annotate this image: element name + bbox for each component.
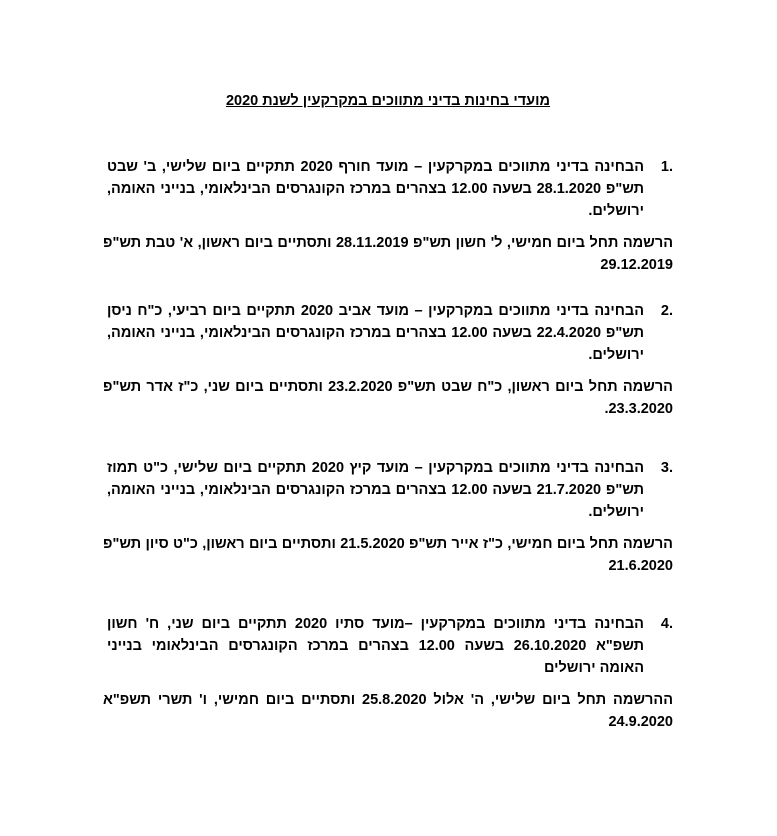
exam-section-1: [103, 156, 673, 276]
exam-description: הבחינה בדיני מתווכים במקרקעין – מועד קיץ 2020 תתקיים ביום שלישי, כ"ט תמוז תש"פ 21.7.2020 בשעה 12.00 בצהרים במרכז הקונגרסים הבינלאומי, בנייני האומה, ירושלים.: [107, 460, 644, 520]
registration-period: ההרשמה תחל ביום שלישי, ה' אלול 25.8.2020 ותסתיים ביום חמישי, ו' תשרי תשפ"א 24.9.2020: [103, 692, 673, 730]
registration-period: הרשמה תחל ביום חמישי, ל' חשון תש"פ 28.11.2019 ותסתיים ביום ראשון, א' טבת תש"פ 29.12.2019: [103, 235, 673, 273]
item-number: 4.: [660, 616, 673, 632]
exam-item: [103, 613, 673, 679]
registration-period: הרשמה תחל ביום ראשון, כ"ח שבט תש"פ 23.2.2020 ותסתיים ביום שני, כ"ז אדר תש"פ 23.3.2020.: [103, 379, 673, 417]
exam-item: [103, 156, 673, 222]
item-number: 2.: [660, 303, 673, 319]
exam-description: הבחינה בדיני מתווכים במקרקעין –מועד סתיו 2020 תתקיים ביום שני, ח' חשון תשפ"א 26.10.2020 בשעה 12.00 בצהרים במרכז הקונגרסים הבינלאומי בנייני האומה ירושלים: [107, 616, 644, 676]
exam-section-3: [103, 457, 673, 577]
registration-period: הרשמה תחל ביום חמישי, כ"ז אייר תש"פ 21.5.2020 ותסתיים ביום ראשון, כ"ט סיון תש"פ 21.6.2020: [103, 536, 673, 574]
item-number: 3.: [660, 460, 673, 476]
item-number: 1.: [660, 159, 673, 175]
document-title: מועדי בחינות בדיני מתווכים במקרקעין לשנת 2020: [225, 93, 551, 109]
exam-section-4: [103, 613, 673, 733]
exam-item: [103, 300, 673, 366]
exam-item: [103, 457, 673, 523]
exam-section-2: [103, 300, 673, 420]
document-body: [103, 0, 673, 836]
exam-description: הבחינה בדיני מתווכים במקרקעין – מועד אביב 2020 תתקיים ביום רביעי, כ"ח ניסן תש"פ 22.4.2020 בשעה 12.00 בצהרים במרכז הקונגרסים הבינלאומי, בנייני האומה, ירושלים.: [107, 303, 644, 363]
exam-description: הבחינה בדיני מתווכים במקרקעין – מועד חורף 2020 תתקיים ביום שלישי, ב' שבט תש"פ 28.1.2020 בשעה 12.00 בצהרים במרכז הקונגרסים הבינלאומי, בנייני האומה, ירושלים.: [107, 159, 644, 219]
